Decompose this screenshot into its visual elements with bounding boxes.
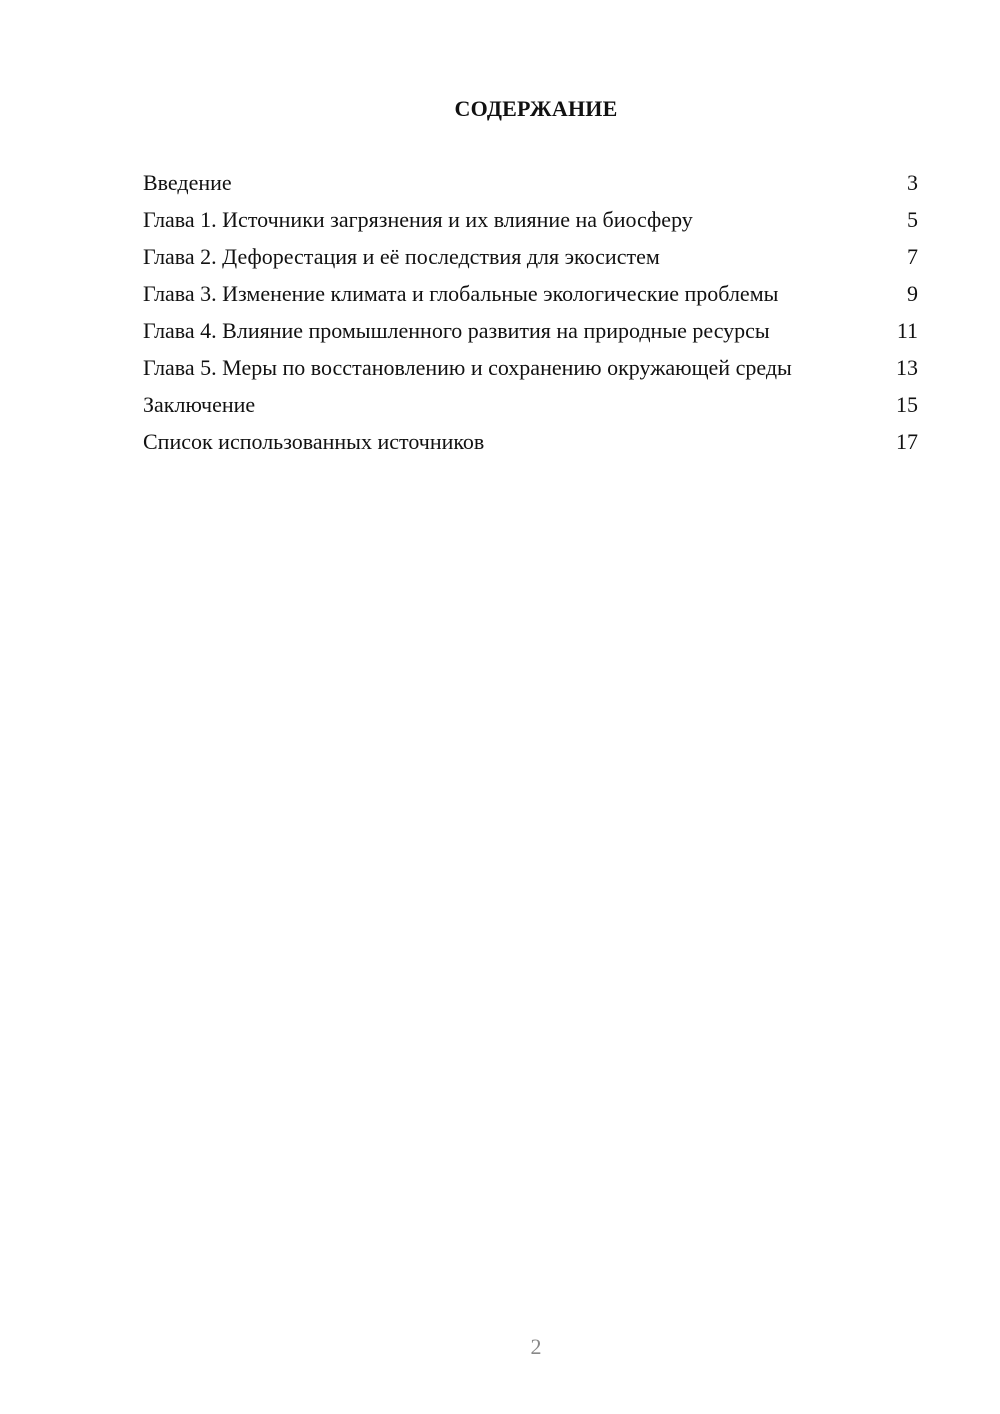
toc-entry-chapter-3 <box>143 281 918 307</box>
toc-entry-text: Глава 3. Изменение климата и глобальные экологические проблемы <box>143 281 779 306</box>
toc-entry-page: 11 <box>896 318 918 343</box>
toc-entry-introduction <box>143 170 918 196</box>
toc-entry-chapter-2 <box>143 244 918 270</box>
toc-entry-chapter-5 <box>143 355 918 381</box>
toc-entry-conclusion <box>143 392 918 418</box>
toc-entry-text: Глава 1. Источники загрязнения и их влияние на биосферу <box>143 207 693 232</box>
toc-entry-page: 13 <box>896 355 918 380</box>
page-number: 2 <box>530 1334 542 1359</box>
table-of-contents <box>143 170 918 466</box>
toc-entry-page: 15 <box>896 392 918 417</box>
toc-entry-text: Глава 2. Дефорестация и её последствия для экосистем <box>143 244 660 269</box>
toc-entry-chapter-4 <box>143 318 918 344</box>
toc-entry-text: Заключение <box>143 392 256 417</box>
toc-entry-text: Глава 4. Влияние промышленного развития на природные ресурсы <box>143 318 770 343</box>
toc-entry-text: Введение <box>143 170 232 195</box>
toc-entry-text: Глава 5. Меры по восстановлению и сохранению окружающей среды <box>143 355 792 380</box>
toc-entry-page: 3 <box>907 170 918 195</box>
toc-entry-references <box>143 429 918 455</box>
toc-entry-page: 9 <box>907 281 918 306</box>
toc-entry-text: Список использованных источников <box>143 429 485 454</box>
toc-title: СОДЕРЖАНИЕ <box>454 96 618 121</box>
toc-entry-page: 7 <box>907 244 918 269</box>
toc-entry-page: 5 <box>907 207 918 232</box>
toc-entry-page: 17 <box>896 429 918 454</box>
toc-entry-chapter-1 <box>143 207 918 233</box>
